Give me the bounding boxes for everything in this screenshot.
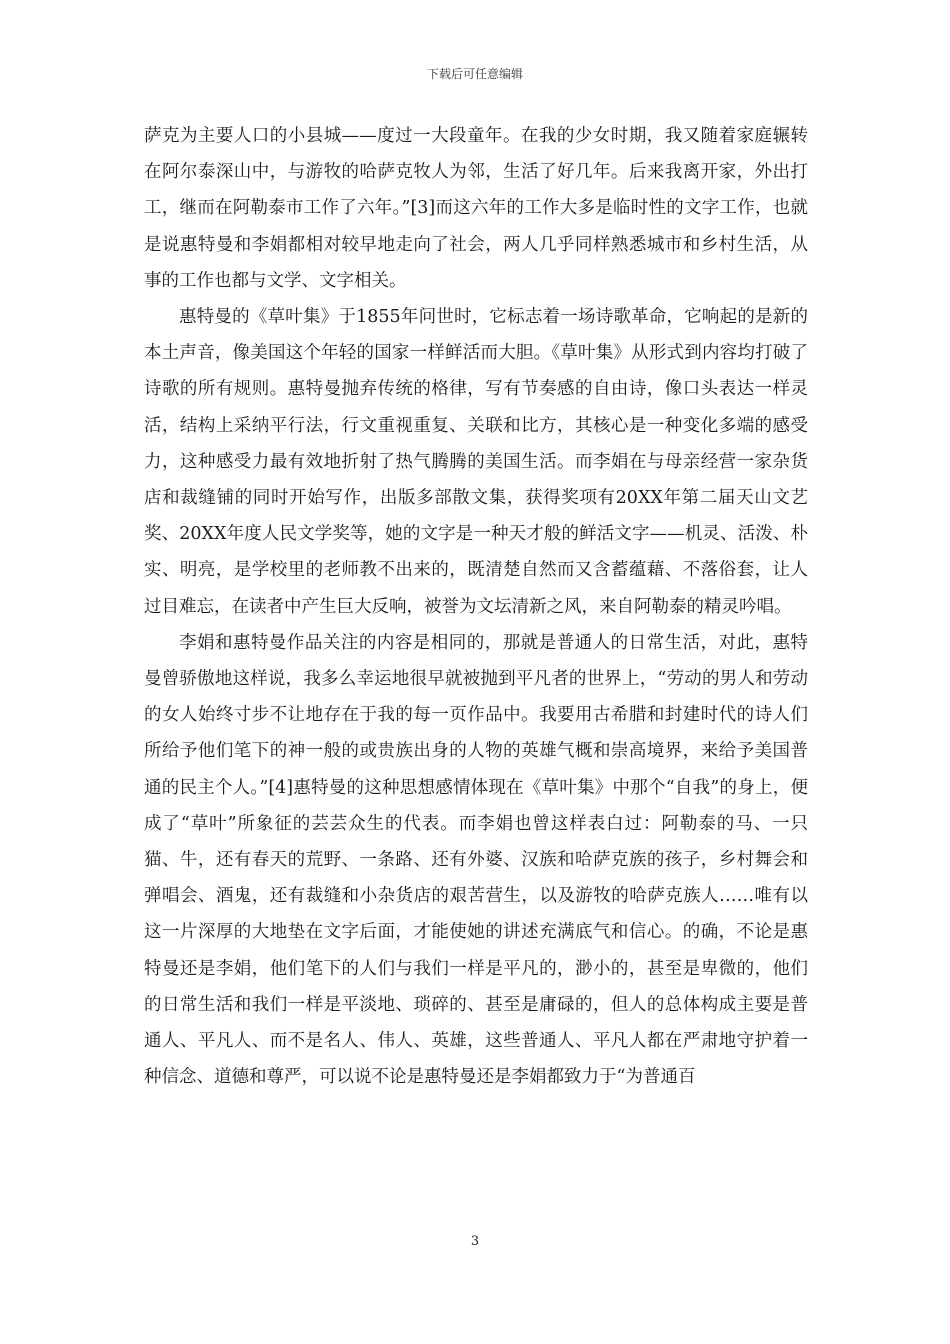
page-header: 下载后可任意编辑 — [426, 67, 523, 81]
paragraph-ordinary-life: 李娟和惠特曼作品关注的内容是相同的，那就是普通人的日常生活，对此，惠特曼曾骄傲地这样说，我多么幸运地很早就被抛到平凡者的世界上，“劳动的男人和劳动的女人始终寸步不让地存在于我的每一页作品中。我要用古希腊和封建时代的诗人们所给予他们笔下的神一般的或贵族出身的人物的英雄气概和崇高境界，来给予美国普通的民主个人。”[4]惠特曼的这种思想感情体现在《草叶集》中那个“自我”的身上，便成了“草叶”所象征的芸芸众生的代表。而李娟也曾这样表白过：阿勒泰的马、一只猫、牛，还有春天的荒野、一条路、还有外婆、汉族和哈萨克族的孩子，乡村舞会和弹唱会、酒鬼，还有裁缝和小杂货店的艰苦营生，以及游牧的哈萨克族人……唯有以这一片深厚的大地垫在文字后面，才能使她的讲述充满底气和信心。的确，不论是惠特曼还是李娟，他们笔下的人们与我们一样是平凡的，渺小的，甚至是卑微的，他们的日常生活和我们一样是平淡地、琐碎的、甚至是庸碌的，但人的总体构成主要是普通人、平凡人、而不是名人、伟人、英雄，这些普通人、平凡人都在严肃地守护着一种信念、道德和尊严，可以说不论是惠特曼还是李娟都致力于“为普通百 — [144, 632, 808, 1088]
paragraph-whitman-leaves-of-grass: 惠特曼的《草叶集》于1855年问世时，它标志着一场诗歌革命，它响起的是新的本土声音，像美国这个年轻的国家一样鲜活而大胆。《草叶集》从形式到内容均打破了诗歌的所有规则。惠特曼抛弃传统的格律，写有节奏感的自由诗，像口头表达一样灵活，结构上采纳平行法，行文重视重复、关联和比方，其核心是一种变化多端的感受力，这种感受力最有效地折射了热气腾腾的美国生活。而李娟在与母亲经营一家杂货店和裁缝铺的同时开始写作，出版多部散文集，获得奖项有20XX年第二届天山文艺奖、20XX年度人民文学奖等，她的文字是一种天才般的鲜活文字——机灵、活泼、朴实、明亮，是学校里的老师教不出来的，既清楚自然而又含蓄蕴藉、不落俗套，让人过目难忘，在读者中产生巨大反响，被誉为文坛清新之风，来自阿勒泰的精灵吟唱。 — [144, 307, 808, 617]
page-number: 3 — [470, 1234, 480, 1249]
paragraph-continued: 萨克为主要人口的小县城——度过一大段童年。在我的少女时期，我又随着家庭辗转在阿尔泰深山中，与游牧的哈萨克牧人为邻，生活了好几年。后来我离开家，外出打工，继而在阿勒泰市工作了六年。”[3]而这六年的工作大多是临时性的文字工作，也就是说惠特曼和李娟都相对较早地走向了社会，两人几乎同样熟悉城市和乡村生活，从事的工作也都与文学、文字相关。 — [144, 126, 808, 291]
document-body — [144, 118, 808, 1095]
